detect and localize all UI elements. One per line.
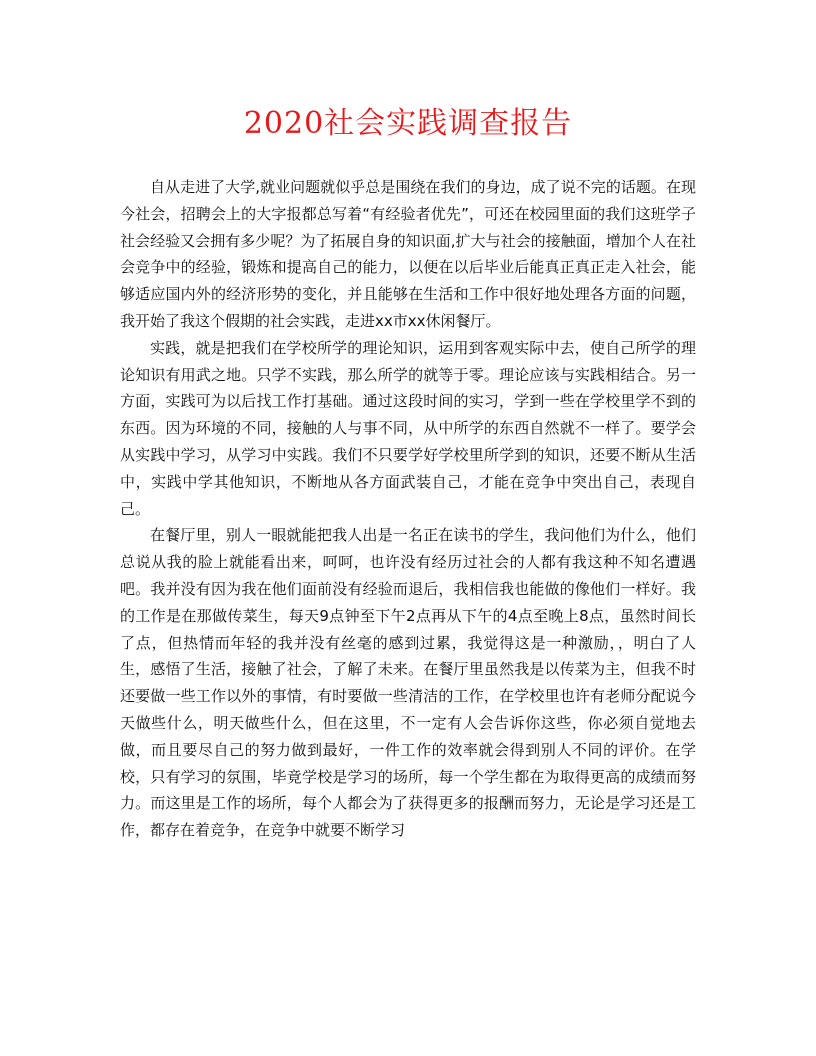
document-title: 2020社会实践调查报告 (243, 106, 573, 141)
paragraph-2: 实践，就是把我们在学校所学的理论知识，运用到客观实际中去，使自己所学的理论知识有用武之地。只学不实践，那么所学的就等于零。理论应该与实践相结合。另一方面，实践可为以后找工作打基础。通过这段时间的实习，学到一些在学校里学不到的东西。因为环境的不同，接触的人与事不同，从中所学的东西自然就不一样了。要学会从实践中学习，从学习中实践。我们不只要学好学校里所学到的知识，还要不断从生活中，实践中学其他知识，不断地从各方面武装自己，才能在竞争中突出自己，表现自己。 (120, 338, 696, 518)
paragraph-1: 自从走进了大学,就业问题就似乎总是围绕在我们的身边，成了说不完的话题。在现今社会，招聘会上的大字报都总写着“有经验者优先”，可还在校园里面的我们这班学子社会经验又会拥有多少呢？为了拓展自身的知识面,扩大与社会的接触面，增加个人在社会竞争中的经验，锻炼和提高自己的能力，以便在以后毕业后能真正真正走入社会，能够适应国内外的经济形势的变化，并且能够在生活和工作中很好地处理各方面的问题，我开始了我这个假期的社会实践，走进xx市xx休闲餐厅。 (120, 178, 696, 330)
document-body (120, 174, 696, 844)
paragraph-3: 在餐厅里，别人一眼就能把我人出是一名正在读书的学生，我问他们为什么，他们总说从我的脸上就能看出来，呵呵，也许没有经历过社会的人都有我这种不知名遭遇吧。我并没有因为我在他们面前没有经验而退后，我相信我也能做的像他们一样好。我的工作是在那做传菜生，每天9点钟至下午2点再从下午的4点至晚上8点，虽然时间长了点，但热情而年轻的我并没有丝毫的感到过累，我觉得这是一种激励，，明白了人生，感悟了生活，接触了社会，了解了未来。在餐厅里虽然我是以传菜为主，但我不时还要做一些工作以外的事情，有时要做一些清洁的工作，在学校里也许有老师分配说今天做些什么，明天做些什么，但在这里，不一定有人会告诉你这些，你必须自觉地去做，而且要尽自己的努力做到最好，一件工作的效率就会得到别人不同的评价。在学校，只有学习的氛围，毕竟学校是学习的场所，每一个学生都在为取得更高的成绩而努力。而这里是工作的场所，每个人都会为了获得更多的报酬而努力，无论是学习还是工作，都存在着竞争，在竞争中就要不断学习 (120, 526, 696, 840)
